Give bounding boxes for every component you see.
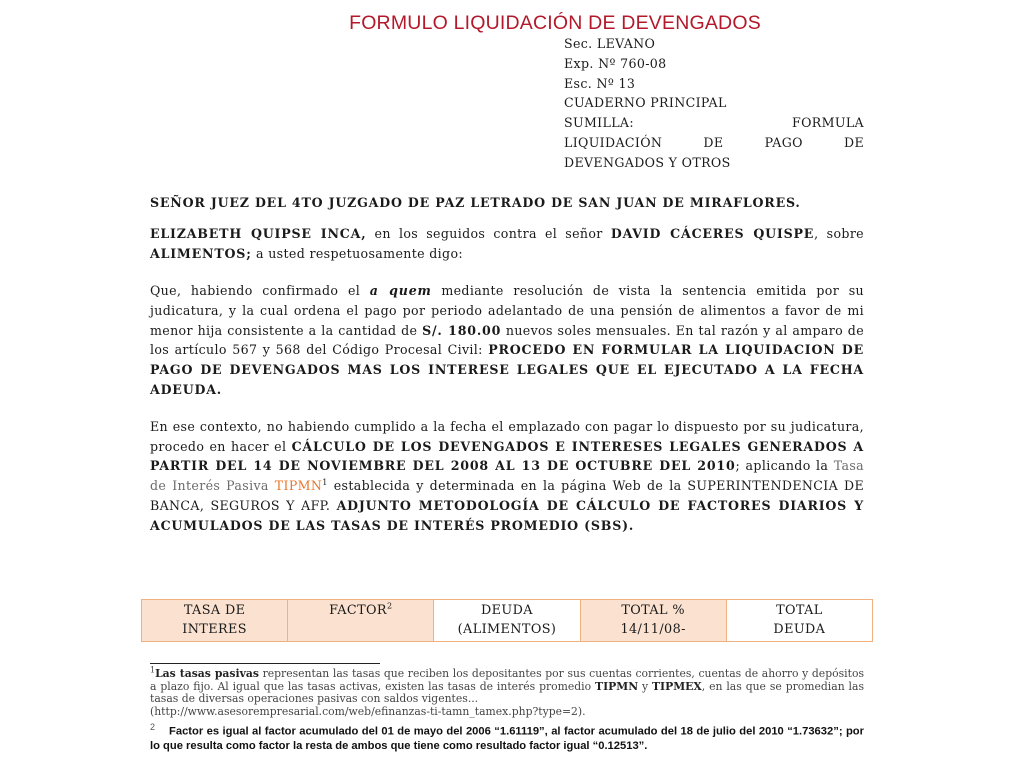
rate-name: Tasa de Interés Pasiva [150, 458, 865, 494]
col-factor: FACTOR$^2$ [288, 600, 434, 642]
header-sec: Sec. LEVANO [564, 36, 656, 51]
a-quem: a quem [369, 282, 432, 298]
col-total-percent: TOTAL % 14/11/08- [580, 600, 726, 642]
footnote-divider [150, 663, 380, 664]
col-total-deuda: TOTAL DEUDA [726, 600, 872, 642]
col-deuda: DEUDA (ALIMENTOS) [434, 600, 580, 642]
addressee: SEÑOR JUEZ DEL 4TO JUZGADO DE PAZ LETRADO DE SAN JUAN DE MIRAFLORES. [150, 194, 801, 210]
intro-paragraph: ELIZABETH QUIPSE INCA, en los seguidos contra el señor DAVID CÁCERES QUISPE, sobre ALIMENTOS; a usted respetuosamente digo: [150, 226, 864, 262]
case-header [564, 34, 864, 173]
plaintiff-name: ELIZABETH QUIPSE INCA, [150, 226, 367, 242]
header-sumilla-line1 [564, 113, 864, 133]
header-cuaderno: CUADERNO PRINCIPAL [564, 95, 727, 111]
header-sumilla-line2: LIQUIDACIÓN DE PAGO DE [564, 134, 864, 150]
footnote-1-url: (http://www.asesorempresarial.com/web/efinanzas-ti-tamn_tamex.php?type=2). [150, 704, 586, 718]
liquidation-table [141, 599, 873, 642]
table-header-row [142, 600, 873, 642]
pension-amount: S/. 180.00 [422, 322, 502, 338]
footnote-ref-1: 1 [322, 477, 328, 487]
sumilla-formula: FORMULA [792, 115, 864, 131]
header-esc: Esc. Nº 13 [564, 75, 636, 91]
calculation-statement: CÁLCULO DE LOS DEVENGADOS E INTERESES LEGALES GENERADOS A PARTIR DEL 14 DE NOVIEMBRE DEL 2008 AL 13 DE OCTUBRE DEL 2010 [150, 438, 864, 474]
methodology-statement: ADJUNTO METODOLOGÍA DE CÁLCULO DE FACTORES DIARIOS Y ACUMULADOS DE LAS TASAS DE INTERÉS PROMEDIO (SBS). [150, 497, 864, 533]
footnote-2: $^2$ Factor es igual al factor acumulado del 01 de mayo del 2006 “1.61119”, al factor acumulado del 18 de julio del 2010 “1.73632”; por lo que resulta como factor la resta de ambos que tiene como resultado factor igual “0.12513”. [150, 722, 864, 752]
col-tasa-interes: TASA DE INTERES [142, 600, 288, 642]
slide-title: FORMULO LIQUIDACIÓN DE DEVENGADOS [349, 12, 761, 34]
paragraph-2: En ese contexto, no habiendo cumplido a la fecha el emplazado con pagar lo dispuesto por su judicatura, procedo en hacer el CÁLCULO DE LOS DEVENGADOS E INTERESES LEGALES GENERADOS A PARTIR DEL 14 DE NOVIEMBRE DEL 2008 AL 13 DE OCTUBRE DEL 2010; aplicando la Tasa de Interés Pasiva TIPMN$^1$ establecida y determinada en la página Web de la SUPERINTENDENCIA DE BANCA, SEGUROS Y AFP. ADJUNTO METODOLOGÍA DE CÁLCULO DE FACTORES DIARIOS Y ACUMULADOS DE LAS TASAS DE INTERÉS PROMEDIO (SBS). [150, 418, 865, 533]
defendant-name: DAVID CÁCERES QUISPE [610, 226, 815, 242]
paragraph-1: Que, habiendo confirmado el a quem mediante resolución de vista la sentencia emitida por su judicatura, y la cual ordena el pago por periodo adelantado de una pensión de alimentos a favor de mi menor hija consistente a la cantidad de S/. 180.00 nuevos soles mensuales. En tal razón y al amparo de los artículo 567 y 568 del Código Procesal Civil: PROCEDO EN FORMULAR LA LIQUIDACION DE PAGO DE DEVENGADOS MAS LOS INTERESE LEGALES QUE EL EJECUTADO A LA FECHA ADEUDA. [150, 282, 864, 397]
request-statement: PROCEDO EN FORMULAR LA LIQUIDACION DE PAGO DE DEVENGADOS MAS LOS INTERESE LEGALES QUE EL EJECUTADO A LA FECHA ADEUDA. [150, 342, 864, 397]
header-exp: Exp. Nº 760-08 [564, 55, 667, 71]
matter: ALIMENTOS; [150, 246, 252, 262]
legal-document [150, 34, 864, 536]
sumilla-label: SUMILLA: [564, 115, 634, 131]
rate-code: TIPMN [274, 478, 323, 494]
footnotes [150, 663, 864, 753]
footnote-1: $^1$Las tasas pasivas representan las tasas que reciben los depositantes por sus cuentas corrientes, cuentas de ahorro y depósitos a plazo fijo. Al igual que las tasas activas, existen las tasas de interés promedio TIPMN y TIPMEX, en las que se promedian las tasas de diversas operaciones pasivas con saldos vigentes... (http://www.asesorempresarial.com/web/efinanzas-ti-tamn_tamex.php?type=2). [150, 665, 864, 718]
header-sumilla-line3: DEVENGADOS Y OTROS [564, 154, 731, 170]
